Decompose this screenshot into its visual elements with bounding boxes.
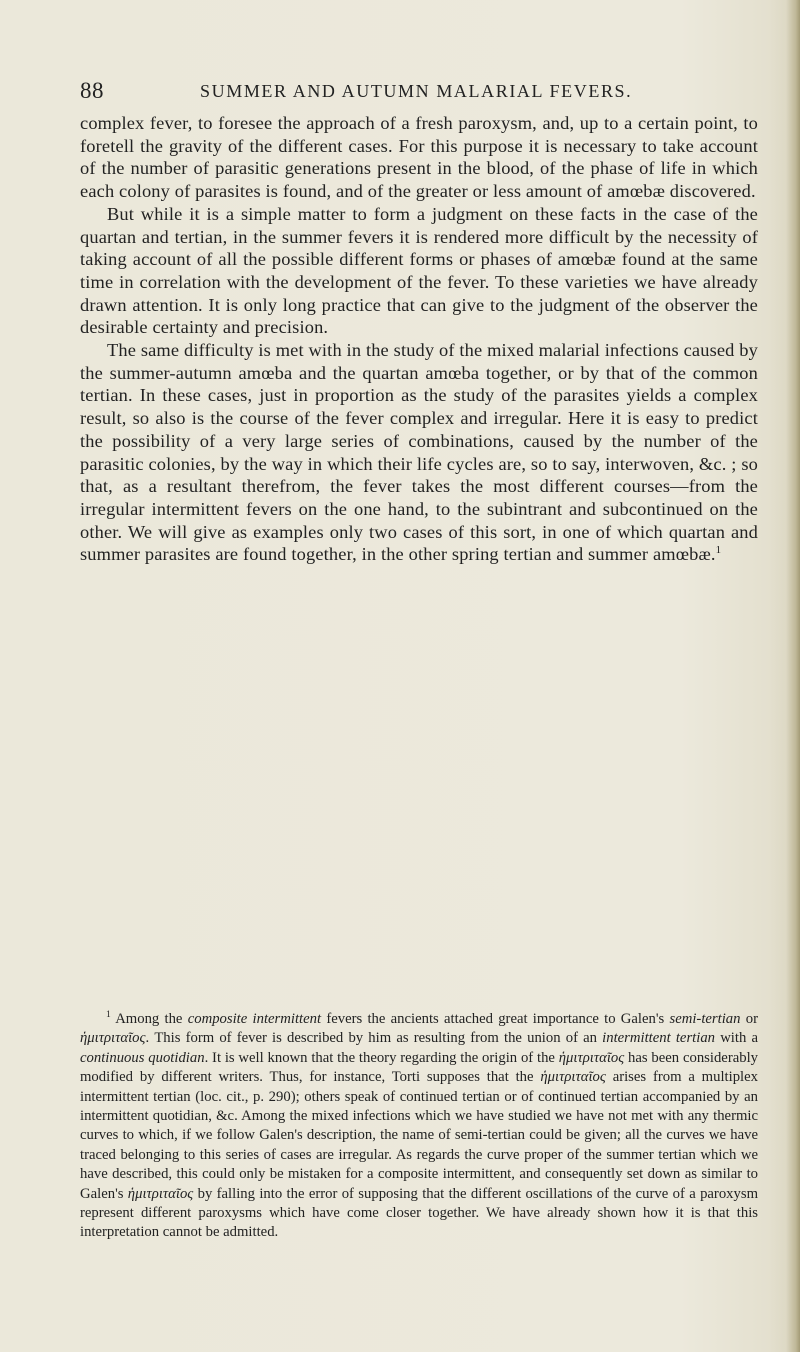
footnote-italic-intermittent-tertian: intermittent tertian (602, 1030, 716, 1047)
footnote-greek-term: ἡμιτριταῖος (558, 1049, 625, 1066)
footnote-italic-composite-intermittent: composite intermittent (187, 1011, 322, 1027)
main-text (80, 112, 758, 566)
footnote-greek-term: ἡμιτριταῖος (127, 1185, 194, 1202)
footnote-segment: by falling into the error of supposing that the different oscillations of the curve of a paroxysm represent different paroxysms which have come closer together. We have already shown how it is that this interpretation cannot be admitted. (80, 1185, 758, 1241)
page-header (80, 78, 770, 108)
footnote-reference: 1 (715, 544, 722, 557)
footnote-segment: Among the (110, 1011, 188, 1027)
footnote-italic-continuous-quotidian: continuous quotidian (80, 1049, 205, 1066)
footnote-segment: . This form of fever is described by him as resulting from the union of an (145, 1030, 603, 1047)
footnote-greek-term: ἡμιτριταῖος (80, 1030, 146, 1047)
footnote-segment: with a (715, 1030, 758, 1047)
footnote-marker: 1 (106, 1010, 111, 1021)
footnote-segment: . It is well known that the theory regarding the origin of the (204, 1049, 559, 1066)
running-title: SUMMER AND AUTUMN MALARIAL FEVERS. (200, 81, 633, 101)
footnote-segment: has been considerably modified by different writers. Thus, for instance, Torti supposes that the (80, 1049, 759, 1086)
page-edge-shadow (786, 0, 800, 1352)
paragraph-2: But while it is a simple matter to form a judgment on these facts in the case of the quartan and tertian, in the summer fevers it is rendered more difficult by the necessity of taking account of all the possible different forms or phases of amœbæ found at the same time in correlation with the development of the fever. To these varieties we have already drawn attention. It is only long practice that can give to the judgment of the observer the desirable certainty and precision. (80, 203, 758, 338)
footnote-segment: fevers the ancients attached great importance to Galen's (321, 1011, 670, 1027)
paragraph-1: complex fever, to foresee the approach of a fresh paroxysm, and, up to a certain point, to foretell the gravity of the different cases. For this purpose it is necessary to take account of the number of parasitic generations present in the blood, of the phase of life in which each colony of parasites is found, and of the greater or less amount of amœbæ discovered. (80, 113, 758, 202)
paragraph-3-text: The same difficulty is met with in the study of the mixed malarial infections caused by the summer-autumn amœba and the quartan amœba together, or by that of the common tertian. In these cases, just in proportion as the study of the parasites yields a complex result, so also is the course of the fever complex and irregular. Here it is easy to predict the possibility of a very large series of combinations, caused by the number of the parasitic colonies, by the way in which their life cycles are, so to say, interwoven, &c. ; so that, as a resultant therefrom, the fever takes the most different courses—from the irregular intermittent fevers on the one hand, to the subintrant and subcontinued on the other. We will give as examples only two cases of this sort, in one of which quartan and summer parasites are found together, in the other spring tertian and summer amœbæ. (80, 340, 758, 565)
footnote-text (80, 1010, 758, 1243)
footnote-segment: arises from a multiplex intermittent tertian (loc. cit., p. 290); others speak of continued tertian or of continued tertian accompanied by an intermittent quotidian, &c. Among the mixed infections which we have studied we have not met with any thermic curves to which, if we follow Galen's description, the name of semi-tertian could be given; all the curves we have traced belonging to this series of cases are irregular. As regards the curve proper of the summer tertian which we have described, this could only be mistaken for a composite intermittent, and consequently set down as similar to Galen's (80, 1069, 758, 1202)
footnote-segment: or (740, 1011, 758, 1027)
paragraph-3 (80, 339, 758, 566)
footnote-greek-term: ἡμιτριταῖος (540, 1069, 606, 1086)
page-number: 88 (80, 78, 104, 103)
footnote-italic-semi-tertian: semi-tertian (669, 1011, 741, 1027)
footnote (80, 1010, 758, 1243)
